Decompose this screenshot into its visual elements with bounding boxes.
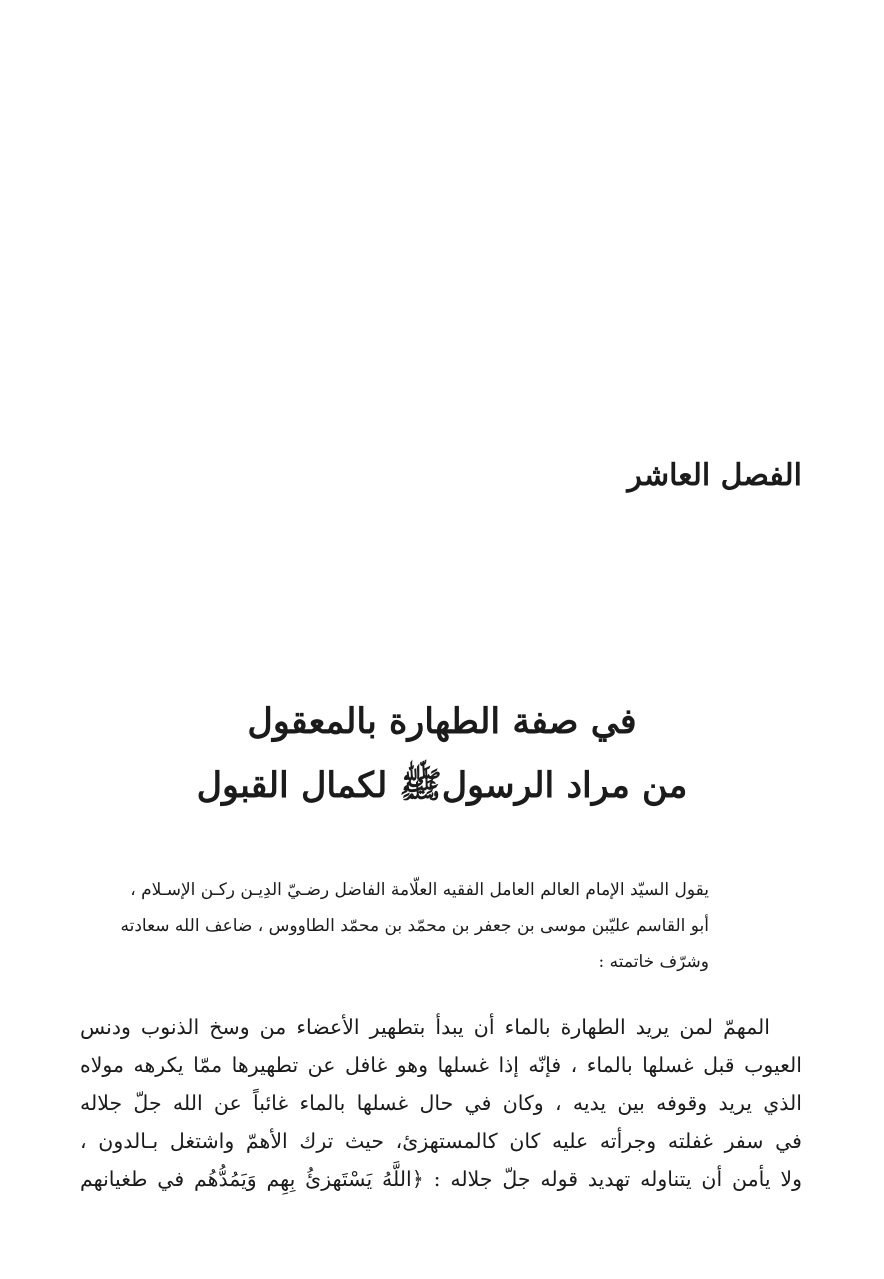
body-line: الذي يريد وقوفه بين يديه ، وكان في حال غسلها بالماء غائباً عن الله جلّ جلاله	[80, 1091, 802, 1115]
title-line-2: من مراد الرسولﷺ لكمال القبول	[196, 765, 688, 806]
intro-line: وشرّف خاتمته :	[598, 952, 709, 972]
intro-line: يقول السيّد الإمام العالم العامل الفقيه العلّامة الفاضل رضـيّ الدِيـن ركـن الإسـلام ،	[130, 880, 709, 900]
body-line: العيوب قبل غسلها بالماء ، فإنّه إذا غسلها وهو غافل عن تطهيرها ممّا يكرهه مولاه	[80, 1053, 802, 1077]
body-line: في سفر غفلته وجرأته عليه كان كالمستهزئ، حيث ترك الأهمّ واشتغل بـالدون ،	[80, 1129, 802, 1153]
author-intro	[69, 872, 709, 980]
title-line-1: في صفة الطهارة بالمعقول	[247, 701, 637, 742]
intro-line: أبو القاسم عليّبن موسى بن جعفر بن محمّد بن محمّد الطاووس ، ضاعف الله سعادته	[120, 916, 709, 936]
body-line: المهمّ لمن يريد الطهارة بالماء أن يبدأ بتطهير الأعضاء من وسخ الذنوب ودنس	[80, 1015, 770, 1039]
body-line: ولا يأمن أن يتناوله تهديد قوله جلّ جلاله : ﴿اللَّهُ يَسْتَهزئُ بِهِم وَيَمُدُّهُم في طغيانهم	[80, 1167, 802, 1191]
body-text	[80, 1008, 802, 1198]
chapter-title	[0, 690, 884, 818]
chapter-heading: الفصل العاشر	[627, 458, 802, 493]
